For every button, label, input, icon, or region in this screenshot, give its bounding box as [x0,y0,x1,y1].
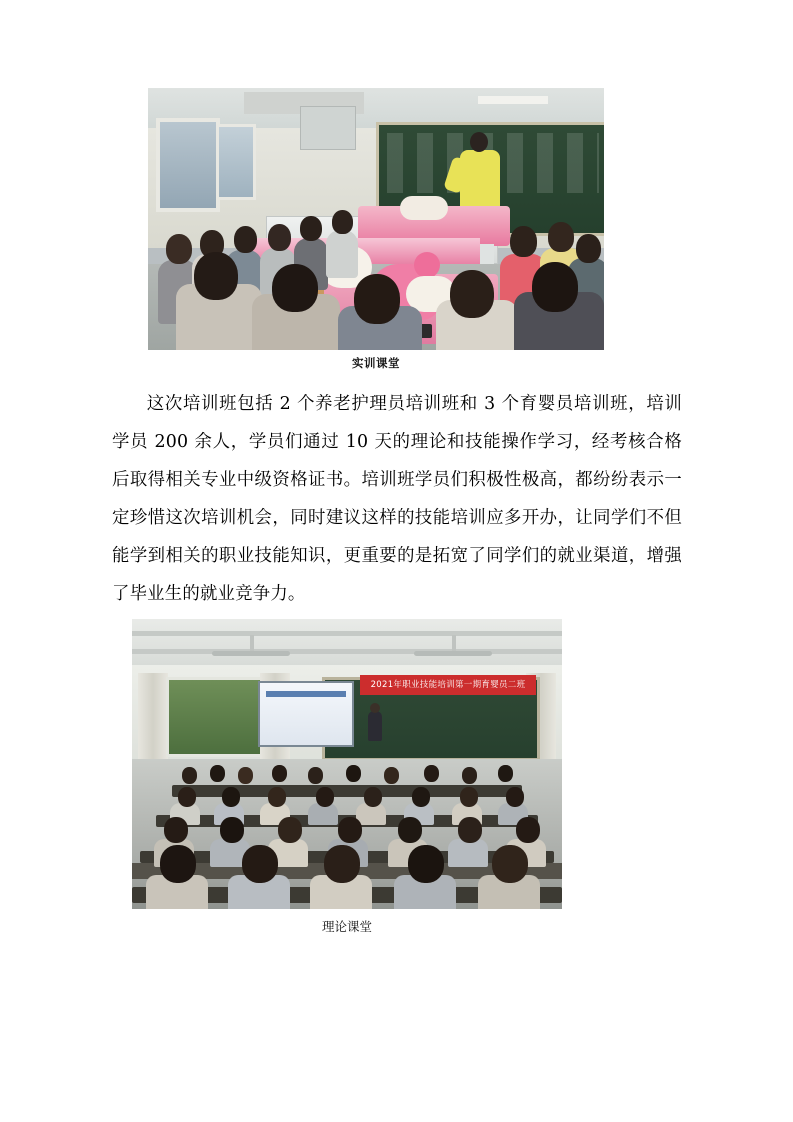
student-head [300,216,322,241]
photo-training-lab [148,88,604,350]
student-head [234,226,257,253]
attendee-head [506,787,524,807]
student-head [268,224,291,251]
fan-rod [452,635,456,651]
window-left [156,118,220,212]
attendee-head [308,767,323,784]
student-head [576,234,601,263]
attendee-head-foreground [324,845,360,883]
attendee-head [316,787,334,807]
attendee-head [516,817,540,843]
attendee-head [238,767,253,784]
figure1-caption: 实训课堂 [352,356,400,370]
attendee-head [210,765,225,782]
lecturer-head [370,703,380,713]
attendee-head-foreground [242,845,278,883]
attendee-head-foreground [408,845,444,883]
attendee-head [384,767,399,784]
attendee-head [338,817,362,843]
figure2-caption: 理论课堂 [321,919,372,934]
student-head-foreground [354,274,400,324]
attendee-head [164,817,188,843]
student-head-foreground [532,262,578,312]
student-body [326,230,358,278]
attendee-head [272,765,287,782]
photo-lecture-hall [132,619,562,909]
attendee-head [424,765,439,782]
attendee-head-foreground [160,845,196,883]
attendee-head [498,765,513,782]
attendee-head [268,787,286,807]
ceiling-beam [132,631,562,636]
window-left-2 [216,124,256,200]
student-head-foreground [272,264,318,312]
student-head-foreground [194,252,238,300]
attendee-head [398,817,422,843]
attendee-head [220,817,244,843]
attendee-head [346,765,361,782]
ceiling-fan [414,651,492,656]
instructor-body [460,150,500,208]
fan-rod [250,635,254,651]
ceiling-beam [132,649,562,654]
attendee-head [182,767,197,784]
mannequin-adult [400,196,448,220]
lecturer-body [368,711,382,741]
student-head [332,210,353,234]
attendee-head [364,787,382,807]
student-head-foreground [450,270,494,318]
attendee-head-foreground [492,845,528,883]
figure-training-lab [148,88,604,371]
window-green-view [166,677,268,757]
student-head [548,222,574,252]
ceiling [132,619,562,671]
projection-screen [258,681,354,747]
attendee-head [412,787,430,807]
attendee-head [458,817,482,843]
instructor-head [470,132,488,152]
attendee-head [462,767,477,784]
attendee-head [222,787,240,807]
attendee-head [178,787,196,807]
attendee-head [460,787,478,807]
figure-lecture-hall [132,619,562,935]
red-banner: 2021年职业技能培训第一期育婴员二班 [360,675,536,695]
attendee-body [448,839,488,867]
ceiling-fan [212,651,290,656]
ceiling-lamp [478,96,548,104]
attendee-head [278,817,302,843]
page-content [112,88,682,935]
body-paragraph: 这次培训班包括 2 个养老护理员培训班和 3 个育婴员培训班，培训学员 200 余人，学员们通过 10 天的理论和技能操作学习，经考核合格后取得相关专业中级资格证书。培训班学员们积极性极高，都纷纷表示一定珍惜这次培训机会，同时建议这样的技能培训应多开办，让同学们不但能学到相关的职业技能知识，更重要的是拓宽了同学们的就业渠道，增强了毕业生的就业竞争力。 [112,394,682,604]
air-conditioner [300,106,356,150]
student-head [166,234,192,264]
student-head [510,226,537,257]
